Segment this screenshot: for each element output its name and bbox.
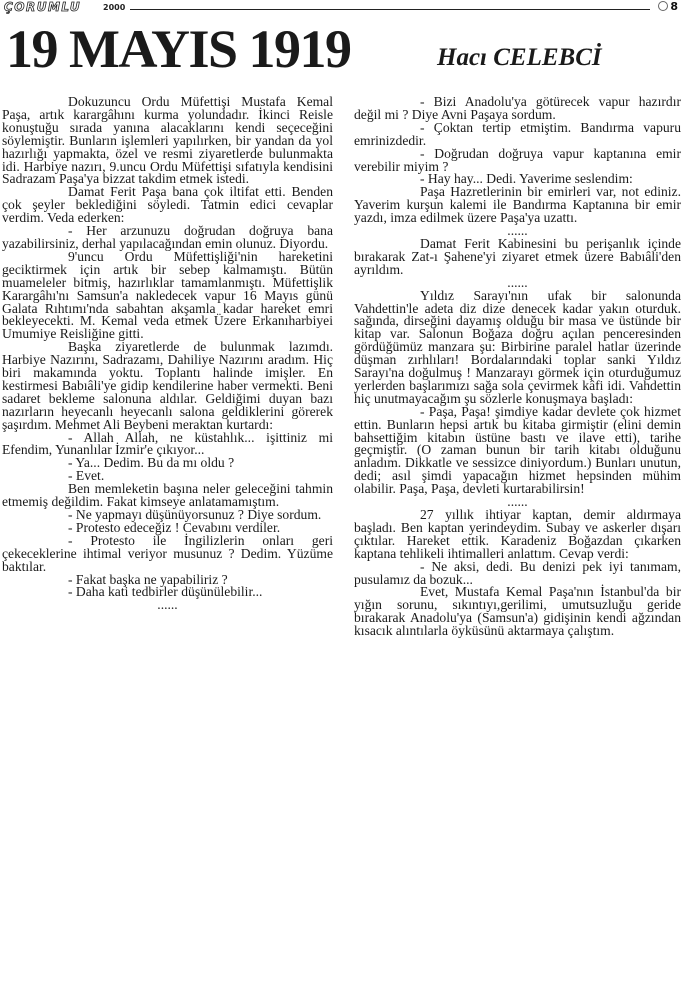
paragraph: Ben memleketin başına neler geleceğini tahmin etmemiş değildim. Fakat kimseye anlatamamıştım. [2,481,333,510]
page-number [658,0,678,13]
dialogue-line: - Evet. [68,468,105,484]
dialogue-line: - Protesto edeceğiz ! Cevabını verdiler. [68,519,281,535]
dialogue-line: - Fakat başka ne yapabiliriz ? [68,571,228,587]
paragraph: 9'uncu Ordu Müfettişliği'nin hareketini geciktirmek için artık bir sebep kalmamıştı. Bütün muameleler bitmiş, hazırlıklar tamamlanmıştı. Müfettişlik Karargâhı'nı Samsun'a nakledecek vapur 16 Mayıs günü Galata Rıhtımı'nda sabahtan akşamla kadar hareket emri bekleyecekti. M. Kemal veda etmek Üzere Erkanıharbiyei Umumiye Reisliğine gitti. [2,248,333,342]
paragraph: Dokuzuncu Ordu Müfettişi Mustafa Kemal Paşa, artık karargâhını kurma yolundadır. İkinci Reisle konuştuğu sırada yanına alacaklarını kendi seçeceğini söylemiştir. Bunların işlemleri yapılırken, bir yandan da yol hazırlığı yapmakta, özel ve resmi ziyaretlerde bulunmakta idi. Harbiye nazırı, 9.uncu Ordu Müfettişi sıfatıyla kendisini Sadrazam Paşa'ya bizzat takdim etmek istedi. [2,94,333,187]
paragraph: 27 yıllık ihtiyar kaptan, demir aldırmaya başladı. Ben kaptan yerindeydim. Subay ve askerler dışarı çıktılar. Hareket ettik. Karadeniz Boğazdan çıkarken kaptana tehlikeli ihtimalleri anlattım. Cevap verdi: [354,507,681,561]
dialogue-line: - Allah Allah, ne küstahlık... işittiniz mi Efendim, Yunanlılar İzmir'e çıkıyor... [2,429,333,458]
dialogue-line: - Daha kati tedbirler düşünülebilir... [68,584,263,600]
dialogue-line: - Hay hay... Dedi. Yaverime seslendim: [420,171,633,187]
dialogue-line: - Paşa, Paşa! şimdiye kadar devlete çok hizmet ettin. Bunların hepsi artık bu kitaba girmiştir (elini demin bahsettiğim kitabın üstüne bastı ve ilave etti), tarihe geçmiştir. (O zaman bunun bir tarih kitabı olduğunu anladım. Dikkatle ve sessizce diniyordum.) Bunları unutun, dedi; asıl şimdi yapacağın hizmet hepsinden mühim olabilir. Paşa, Paşa, devleti kurtarabilirsin! [354,403,681,497]
paragraph: Evet, Mustafa Kemal Paşa'nın İstanbul'da bir yığın sorunu, sıkıntıyı,gerilimi, umutsuzluğu geride bırakarak Anadolu'ya (Samsun'a) gidişinin kendi ağzından kısacık alıntılarla öyküsünü aktarmaya çalıştım. [354,584,681,639]
section-separator: ...... [157,597,178,613]
section-separator: ...... [507,274,528,290]
page-header [0,0,684,16]
right-column [354,96,681,638]
paragraph: Damat Ferit Paşa bana çok iltifat etti. Benden çok şeyler beklediğini söyledi. Tatmin edici cevaplar verdim. Veda ederken: [2,184,333,226]
dialogue-line: - Ne aksi, dedi. Bu denizi pek iyi tanımam, pusulamız da bozuk... [354,558,681,587]
section-separator: ...... [507,494,528,510]
article-title: 19 MAYIS 1919 [6,19,351,79]
dialogue-line: - Doğrudan doğruya vapur kaptanına emir verebilir miyim ? [354,145,681,174]
header-rule [130,9,650,10]
dialogue-line: - Her arzunuzu doğrudan doğruya bana yazabilirsiniz, derhal yapılacağından emin olunuz. Diyordu. [2,223,333,251]
page-circle-icon [658,1,668,11]
newspaper-brand: ÇORUMLU [4,0,82,14]
dialogue-line: - Ya... Dedim. Bu da mı oldu ? [68,455,235,471]
paragraph: Başka ziyaretlerde de bulunmak lazımdı. Harbiye Nazırını, Sadrazamı, Dahiliye Nazırını aradım. Hiç biri makamında yoktu. Toplantı halinde imişler. En kestirmesi Babıâli'ye gidip kendilerine haber vermekti. Beni sadaret bekleme salonuna aldılar. Geldiğimi duyan bazı nazırların heyecanlı heyecanlı salona geldiklerini görerek şaşırdım. Mehmet Ali Beybeni meraktan kurtardı: [2,339,333,432]
paragraph: Yıldız Sarayı'nın ufak bir salonunda Vahdettin'le adeta diz dize denecek kadar yakın oturduk. sağında, dirseğini dayamış olduğu bir masa ve üstünde bir kitap var. Salonun Boğaza doğru açılan penceresinden gördüğümüz manzara şu: Birbirine paralel hatlar üzerinde düşman zırhlıları! Bordalarındaki toplar sanki Yıldız Sarayı'na doğulmuş ! Manzarayı görmek için oturduğumuz yerlerden başlarımızı sağa sola çevirmek kâfi idi. Vahdettin hiç unutmayacağım şu sözlerle konuşmaya başladı: [354,287,681,406]
article-author: Hacı CELEBCİ [437,44,602,71]
dialogue-line: - Protesto ile İngilizlerin onları geri çekeceklerine ihtimal veriyor musunuz ? Dedim. Yüzüme baktılar. [2,532,333,574]
paragraph: Damat Ferit Kabinesini bu perişanlık içinde bırakarak Zat-ı Şahene'yi ziyaret etmek üzere Babıâli'den ayrıldım. [354,235,681,277]
dialogue-line: - Ne yapmayı düşünüyorsunuz ? Diye sordum. [68,507,322,522]
section-separator: ...... [507,223,528,239]
paragraph: Paşa Hazretlerinin bir emirleri var, not ediniz. Yaverim kurşun kalemi ile Bandırma Kaptanına bir emir yazdı, imza edilmek üzere Paşa'ya uzattı. [354,184,681,226]
issue-year: 2000 [103,3,126,12]
page-number-value: 8 [670,0,678,13]
left-column [2,96,333,612]
dialogue-line: - Bizi Anadolu'ya götürecek vapur hazırdır değil mi ? Diye Avni Paşaya sordum. [354,94,681,122]
dialogue-line: - Çoktan tertip etmiştim. Bandırma vapuru emrinizdedir. [354,119,681,148]
